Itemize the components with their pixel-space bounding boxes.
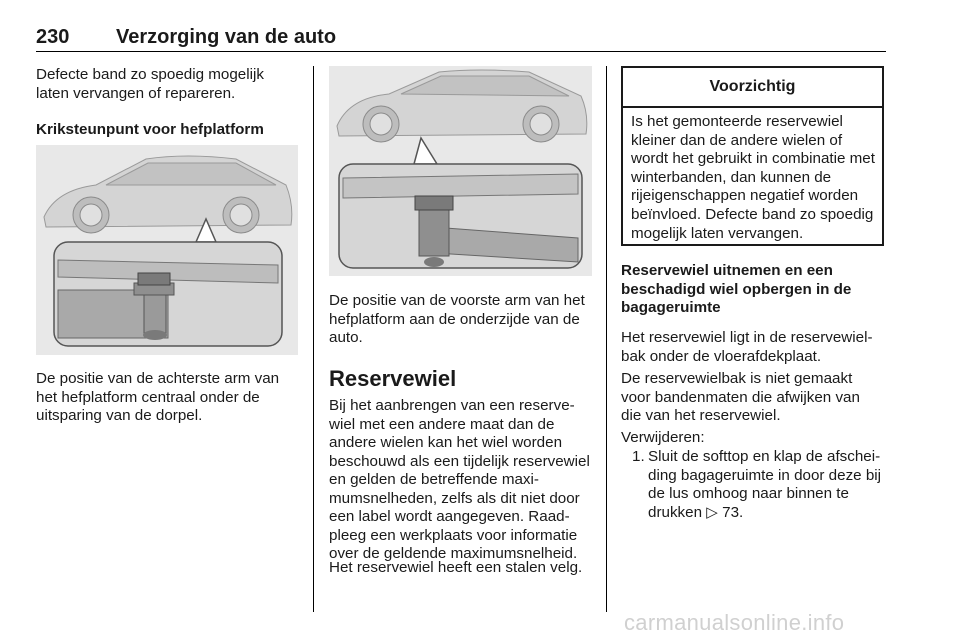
front-lift-arm-illustration bbox=[329, 66, 592, 276]
spare-wheel-rim-note: Het reservewiel heeft een stalen velg. bbox=[329, 559, 583, 576]
rear-lift-arm-illustration bbox=[36, 145, 298, 355]
caution-text: Is het gemonteerde reservewiel kleiner dan de andere wielen of wordt het gebruikt in combinatie met winterbanden, dan kunnen de rijeigenschappen negatief worden beïnvloed. Defecte band zo spoedig mogelijk laten vervangen. bbox=[631, 113, 875, 242]
spare-location-text: Het reservewiel ligt in de reservewielbak onder de vloerafdekplaat. bbox=[621, 329, 873, 365]
column-divider-1 bbox=[313, 66, 314, 612]
header-rule bbox=[36, 51, 886, 52]
intro-text: Defecte band zo spoedig mogelijk laten vervangen of repareren. bbox=[36, 66, 264, 102]
list-item-text: Sluit de softtop en klap de afscheiding bagageruimte in door deze bij de lus omhoog naar binnen te drukken ▷ 73. bbox=[648, 448, 882, 521]
remove-label: Verwijderen: bbox=[621, 429, 705, 446]
chapter-title: Verzorging van de auto bbox=[116, 26, 337, 48]
section-title-spare-wheel: Reservewiel bbox=[329, 366, 457, 391]
spare-tub-text: De reservewielbak is niet gemaakt voor bandenmaten die afwijken van die van het reservewiel. bbox=[621, 370, 860, 424]
column-divider-2 bbox=[606, 66, 607, 612]
section-heading-remove-spare: Reservewiel uitnemen en een beschadigd wiel opbergen in de bagageruimte bbox=[621, 262, 852, 316]
caution-title: Voorzichtig bbox=[623, 68, 882, 108]
page-header bbox=[36, 26, 886, 50]
spare-wheel-body: Bij het aanbrengen van een reservewiel met een andere maat dan de andere wielen kan het wiel worden beschouwd als een tijdelijk reservewiel en gelden de betreffende maximumsnelheden, zelfs als dit niet door een label wordt aangegeven. Raadpleeg een werkplaats voor informatie over de geldende maximumsnelheid. bbox=[329, 397, 590, 562]
watermark: carmanualsonline.info bbox=[624, 610, 845, 635]
caution-box bbox=[621, 66, 884, 246]
list-item-number: 1. bbox=[632, 448, 645, 465]
rear-lift-caption: De positie van de achterste arm van het hefplatform centraal onder de uitsparing van de dorpel. bbox=[36, 370, 280, 424]
section-heading-lift-point: Kriksteunpunt voor hefplatform bbox=[36, 121, 264, 138]
front-lift-caption: De positie van de voorste arm van het hefplatform aan de onderzijde van de auto. bbox=[329, 292, 585, 346]
page-number: 230 bbox=[36, 26, 70, 48]
